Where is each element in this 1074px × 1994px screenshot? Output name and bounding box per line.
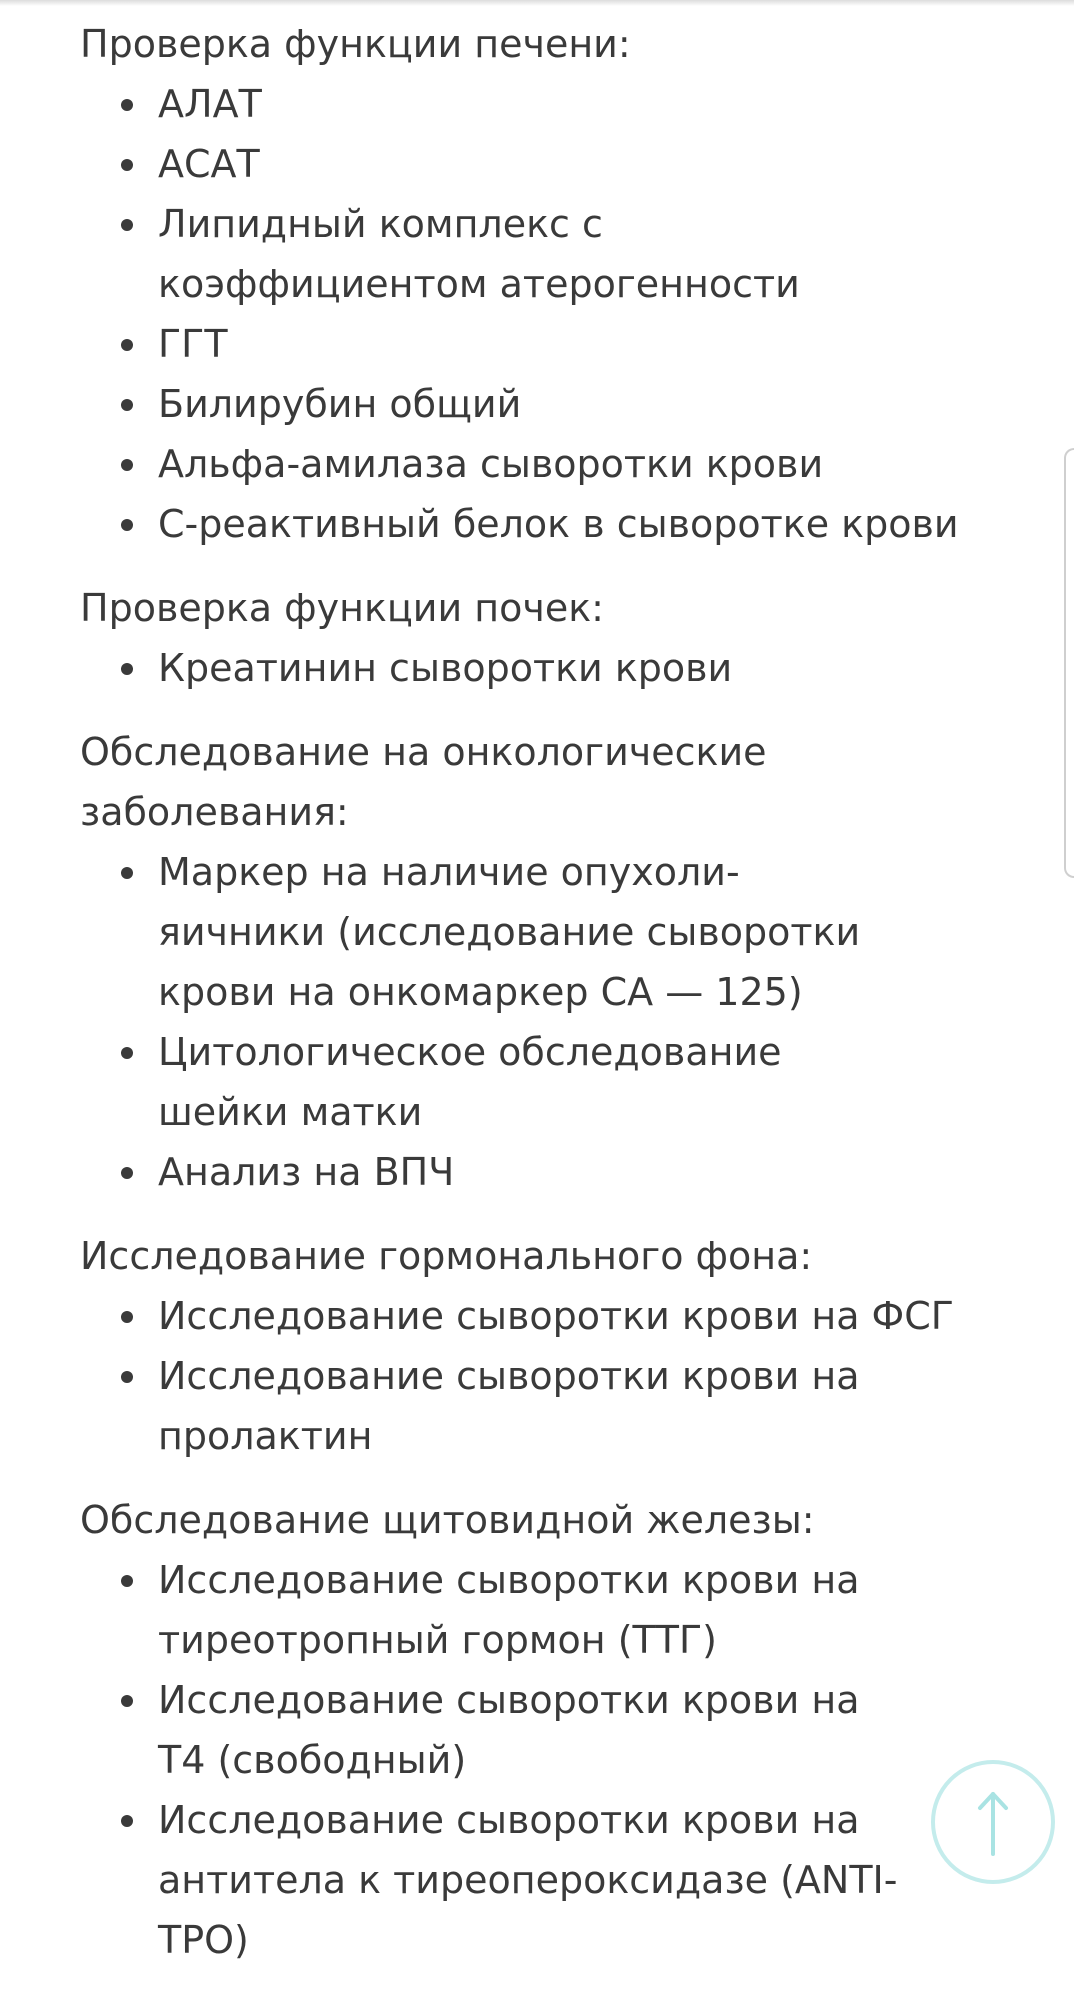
bullet-list (80, 74, 980, 554)
section-hormones (80, 1226, 980, 1466)
list-item: Креатинин сыворотки крови (158, 638, 980, 698)
scroll-to-top-button[interactable] (931, 1760, 1055, 1884)
section-heading: Обследование на онкологические заболевания: (80, 730, 767, 834)
list-item: ГГТ (158, 314, 980, 374)
section-heading: Проверка функции печени: (80, 22, 631, 66)
list-item: Исследование сыворотки крови на антитела к тиреопероксидазе (ANTI-TPO) (158, 1790, 978, 1970)
list-item: Исследование сыворотки крови на Т4 (свободный) (158, 1670, 888, 1790)
list-item: Анализ на ВПЧ (158, 1142, 980, 1202)
list-item: АЛАТ (158, 74, 980, 134)
scrollbar[interactable] (1064, 448, 1074, 878)
article-content (80, 14, 980, 1994)
list-item: Исследование сыворотки крови на тиреотропный гормон (ТТГ) (158, 1550, 888, 1670)
list-item: АСАТ (158, 134, 980, 194)
list-item: С-реактивный белок в сыворотке крови (158, 494, 980, 554)
section-thyroid (80, 1490, 980, 1970)
bullet-list (80, 1550, 980, 1970)
section-kidney (80, 578, 980, 698)
section-liver (80, 14, 980, 554)
list-item: Маркер на наличие опухоли-яичники (исследование сыворотки крови на онкомаркер СА — 125) (158, 842, 888, 1022)
top-edge-shadow (0, 0, 1074, 6)
section-heading: Обследование щитовидной железы: (80, 1498, 815, 1542)
bullet-list (80, 638, 980, 698)
section-heading: Исследование гормонального фона: (80, 1234, 813, 1278)
list-item: Исследование сыворотки крови на пролактин (158, 1346, 888, 1466)
list-item: Цитологическое обследование шейки матки (158, 1022, 888, 1142)
arrow-up-icon (935, 1764, 1051, 1880)
section-heading: Проверка функции почек: (80, 586, 604, 630)
section-oncology (80, 722, 980, 1202)
list-item: Липидный комплекс с коэффициентом атерогенности (158, 194, 898, 314)
list-item: Исследование сыворотки крови на ФСГ (158, 1286, 980, 1346)
list-item: Альфа-амилаза сыворотки крови (158, 434, 980, 494)
bullet-list (80, 1286, 980, 1466)
list-item: Билирубин общий (158, 374, 980, 434)
bullet-list (80, 842, 980, 1202)
